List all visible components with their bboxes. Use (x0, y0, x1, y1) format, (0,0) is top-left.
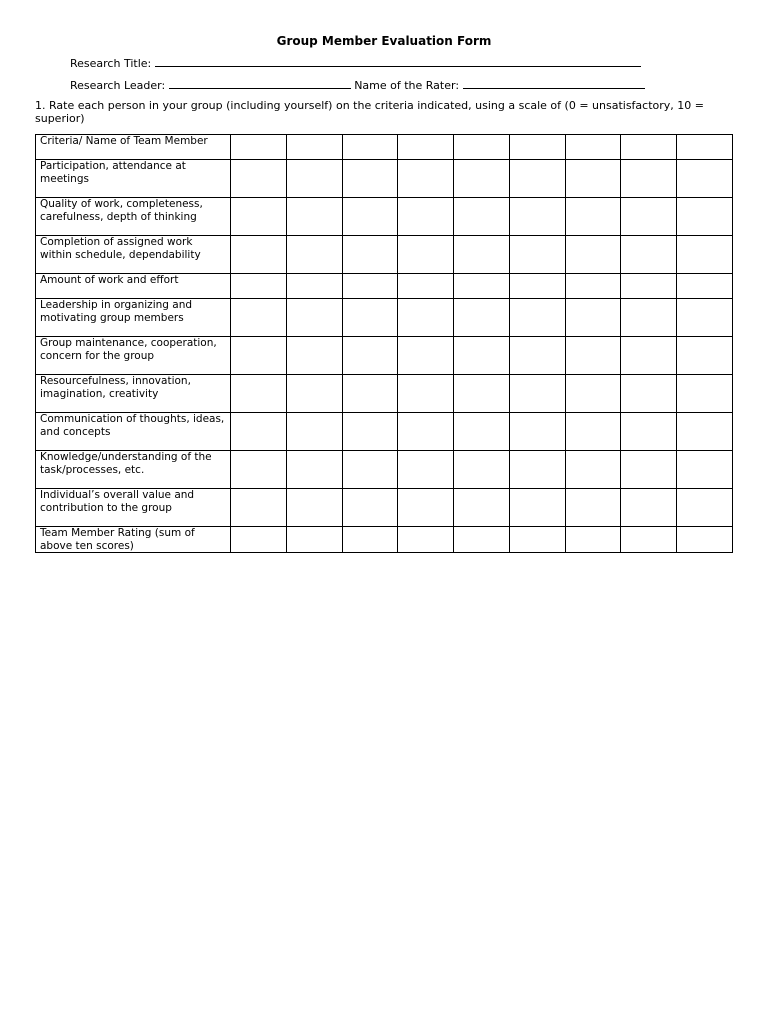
score-cell[interactable] (565, 198, 621, 236)
score-cell[interactable] (509, 135, 565, 160)
score-cell[interactable] (454, 160, 510, 198)
score-cell[interactable] (677, 413, 733, 451)
score-cell[interactable] (565, 135, 621, 160)
score-cell[interactable] (677, 451, 733, 489)
score-cell[interactable] (509, 527, 565, 553)
score-cell[interactable] (398, 236, 454, 274)
score-cell[interactable] (454, 527, 510, 553)
score-cell[interactable] (342, 198, 398, 236)
score-cell[interactable] (231, 375, 287, 413)
score-cell[interactable] (286, 135, 342, 160)
criteria-label: Resourcefulness, innovation, imagination, creativity (36, 375, 231, 413)
criteria-label: Quality of work, completeness, carefulness, depth of thinking (36, 198, 231, 236)
score-cell[interactable] (621, 299, 677, 337)
table-row (36, 274, 733, 299)
score-cell[interactable] (231, 160, 287, 198)
score-cell[interactable] (231, 274, 287, 299)
score-cell[interactable] (509, 236, 565, 274)
score-cell[interactable] (454, 375, 510, 413)
table-row (36, 527, 733, 553)
score-cell[interactable] (286, 451, 342, 489)
score-cell[interactable] (677, 375, 733, 413)
score-cell[interactable] (621, 413, 677, 451)
research-title-line (70, 56, 641, 70)
score-cell[interactable] (454, 198, 510, 236)
score-cell[interactable] (398, 527, 454, 553)
score-cell[interactable] (342, 375, 398, 413)
score-cell[interactable] (509, 160, 565, 198)
criteria-label: Participation, attendance at meetings (36, 160, 231, 198)
score-cell[interactable] (621, 135, 677, 160)
score-cell[interactable] (342, 527, 398, 553)
score-cell[interactable] (565, 451, 621, 489)
criteria-label: Team Member Rating (sum of above ten scores) (36, 527, 231, 553)
score-cell[interactable] (509, 337, 565, 375)
score-cell[interactable] (509, 375, 565, 413)
table-row (36, 160, 733, 198)
table-row (36, 413, 733, 451)
score-cell[interactable] (286, 413, 342, 451)
score-cell[interactable] (677, 299, 733, 337)
score-cell[interactable] (231, 489, 287, 527)
score-cell[interactable] (231, 413, 287, 451)
score-cell[interactable] (231, 135, 287, 160)
score-cell[interactable] (565, 489, 621, 527)
score-cell[interactable] (677, 337, 733, 375)
score-cell[interactable] (231, 299, 287, 337)
rater-label: Name of the Rater: (354, 79, 460, 92)
score-cell[interactable] (621, 451, 677, 489)
score-cell[interactable] (342, 236, 398, 274)
score-cell[interactable] (509, 299, 565, 337)
score-cell[interactable] (565, 236, 621, 274)
criteria-label: Knowledge/understanding of the task/processes, etc. (36, 451, 231, 489)
score-cell[interactable] (398, 299, 454, 337)
form-title: Group Member Evaluation Form (276, 34, 492, 48)
criteria-label: Communication of thoughts, ideas, and concepts (36, 413, 231, 451)
rating-instruction: 1. Rate each person in your group (including yourself) on the criteria indicated, using a scale of (0 = unsatisfactory, 10 = superior) (35, 99, 704, 125)
score-cell[interactable] (454, 489, 510, 527)
score-cell[interactable] (398, 160, 454, 198)
score-cell[interactable] (342, 413, 398, 451)
score-cell[interactable] (286, 527, 342, 553)
score-cell[interactable] (286, 236, 342, 274)
score-cell[interactable] (342, 135, 398, 160)
table-row (36, 299, 733, 337)
score-cell[interactable] (565, 413, 621, 451)
score-cell[interactable] (286, 198, 342, 236)
score-cell[interactable] (454, 236, 510, 274)
criteria-label: Amount of work and effort (36, 274, 231, 299)
research-leader-label: Research Leader: (70, 79, 166, 92)
criteria-label: Leadership in organizing and motivating group members (36, 299, 231, 337)
score-cell[interactable] (454, 413, 510, 451)
score-cell[interactable] (621, 236, 677, 274)
score-cell[interactable] (565, 527, 621, 553)
score-cell[interactable] (398, 198, 454, 236)
research-leader-field[interactable] (169, 78, 351, 89)
score-cell[interactable] (621, 375, 677, 413)
score-cell[interactable] (398, 375, 454, 413)
table-row (36, 337, 733, 375)
table-row (36, 451, 733, 489)
score-cell[interactable] (677, 274, 733, 299)
research-title-label: Research Title: (70, 57, 152, 70)
score-cell[interactable] (342, 274, 398, 299)
score-cell[interactable] (509, 274, 565, 299)
score-cell[interactable] (621, 160, 677, 198)
score-cell[interactable] (342, 451, 398, 489)
score-cell[interactable] (677, 160, 733, 198)
score-cell[interactable] (398, 451, 454, 489)
table-row (36, 375, 733, 413)
score-cell[interactable] (398, 489, 454, 527)
table-row (36, 489, 733, 527)
criteria-label: Individual’s overall value and contribution to the group (36, 489, 231, 527)
score-cell[interactable] (286, 489, 342, 527)
score-cell[interactable] (621, 198, 677, 236)
leader-rater-line (70, 78, 645, 92)
score-cell[interactable] (509, 413, 565, 451)
criteria-label: Criteria/ Name of Team Member (36, 135, 231, 160)
evaluation-table (35, 134, 733, 553)
score-cell[interactable] (677, 135, 733, 160)
score-cell[interactable] (342, 489, 398, 527)
score-cell[interactable] (231, 337, 287, 375)
score-cell[interactable] (342, 299, 398, 337)
score-cell[interactable] (454, 274, 510, 299)
score-cell[interactable] (286, 274, 342, 299)
score-cell[interactable] (231, 451, 287, 489)
score-cell[interactable] (286, 299, 342, 337)
score-cell[interactable] (621, 274, 677, 299)
score-cell[interactable] (398, 413, 454, 451)
score-cell[interactable] (342, 337, 398, 375)
table-header-row (36, 135, 733, 160)
score-cell[interactable] (677, 489, 733, 527)
score-cell[interactable] (398, 337, 454, 375)
score-cell[interactable] (454, 299, 510, 337)
score-cell[interactable] (509, 198, 565, 236)
score-cell[interactable] (565, 274, 621, 299)
score-cell[interactable] (286, 375, 342, 413)
score-cell[interactable] (454, 135, 510, 160)
score-cell[interactable] (509, 451, 565, 489)
score-cell[interactable] (454, 337, 510, 375)
score-cell[interactable] (621, 489, 677, 527)
score-cell[interactable] (565, 160, 621, 198)
score-cell[interactable] (286, 160, 342, 198)
criteria-label: Completion of assigned work within schedule, dependability (36, 236, 231, 274)
score-cell[interactable] (565, 299, 621, 337)
table-row (36, 236, 733, 274)
score-cell[interactable] (398, 135, 454, 160)
score-cell[interactable] (231, 236, 287, 274)
score-cell[interactable] (509, 489, 565, 527)
score-cell[interactable] (565, 375, 621, 413)
rater-name-field[interactable] (463, 78, 645, 89)
criteria-label: Group maintenance, cooperation, concern for the group (36, 337, 231, 375)
score-cell[interactable] (231, 198, 287, 236)
score-cell[interactable] (677, 527, 733, 553)
score-cell[interactable] (231, 527, 287, 553)
table-row (36, 198, 733, 236)
score-cell[interactable] (398, 274, 454, 299)
research-title-field[interactable] (155, 56, 641, 67)
score-cell[interactable] (621, 337, 677, 375)
score-cell[interactable] (565, 337, 621, 375)
score-cell[interactable] (342, 160, 398, 198)
score-cell[interactable] (286, 337, 342, 375)
score-cell[interactable] (454, 451, 510, 489)
score-cell[interactable] (677, 236, 733, 274)
score-cell[interactable] (621, 527, 677, 553)
score-cell[interactable] (677, 198, 733, 236)
